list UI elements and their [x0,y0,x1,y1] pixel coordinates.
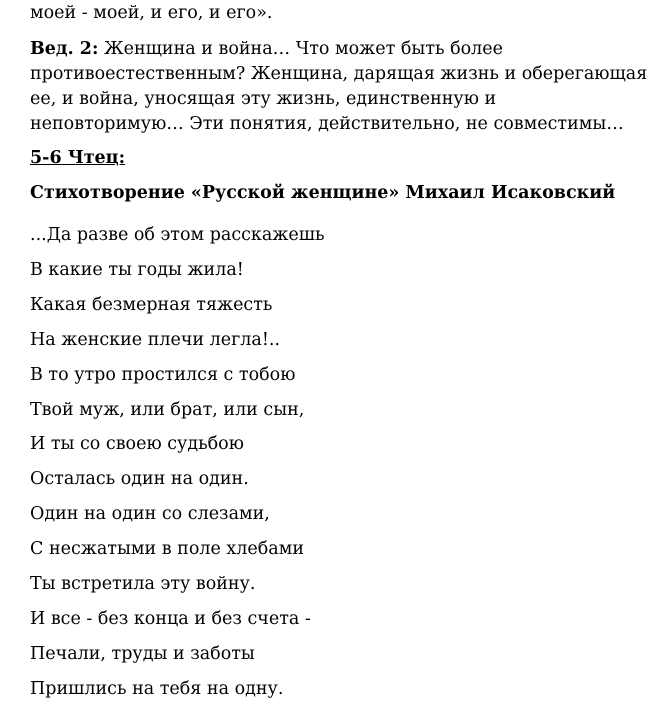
host2-line [30,37,647,62]
poem-line: На женские плечи легла!.. [30,329,280,350]
poem-title: Стихотворение «Русской женщине» Михаил Исаковский [30,183,616,203]
poem-line: Какая безмерная тяжесть [30,294,273,315]
poem-line: С несжатыми в поле хлебами [30,539,304,560]
poem-line: ...Да разве об этом расскажешь [30,225,325,245]
poem-line: Осталась один на один. [30,469,249,490]
poem-line: В какие ты годы жила! [30,259,244,280]
poem-line: Ты встретила эту войну. [30,574,256,595]
host2-text: Женщина и война… Что может быть более [98,39,503,59]
host2-label: Вед. 2: [30,39,99,59]
paragraph-intro-end: моей - моей, и его, и его». [30,3,273,23]
poem-line: И все - без конца и без счета - [30,608,311,629]
reader-heading: 5-6 Чтец: [30,148,126,168]
paragraph-host2 [30,37,647,137]
poem-line: Один на один со слезами, [30,504,270,525]
poem-line: Печали, труды и заботы [30,643,255,664]
poem [30,218,325,707]
host2-line: ее, и война, уносящая эту жизнь, единственную и [30,89,497,109]
poem-line: В то утро простился с тобою [30,364,296,385]
poem-line: Пришлись на тебя на одну. [30,678,284,699]
host2-line: противоестественным? Женщина, дарящая жизнь и оберегающая [30,64,648,84]
poem-line: Твой муж, или брат, или сын, [30,399,305,420]
host2-line: неповторимую… Эти понятия, действительно, не совместимы… [30,114,624,134]
poem-line: И ты со своею судьбою [30,434,244,455]
